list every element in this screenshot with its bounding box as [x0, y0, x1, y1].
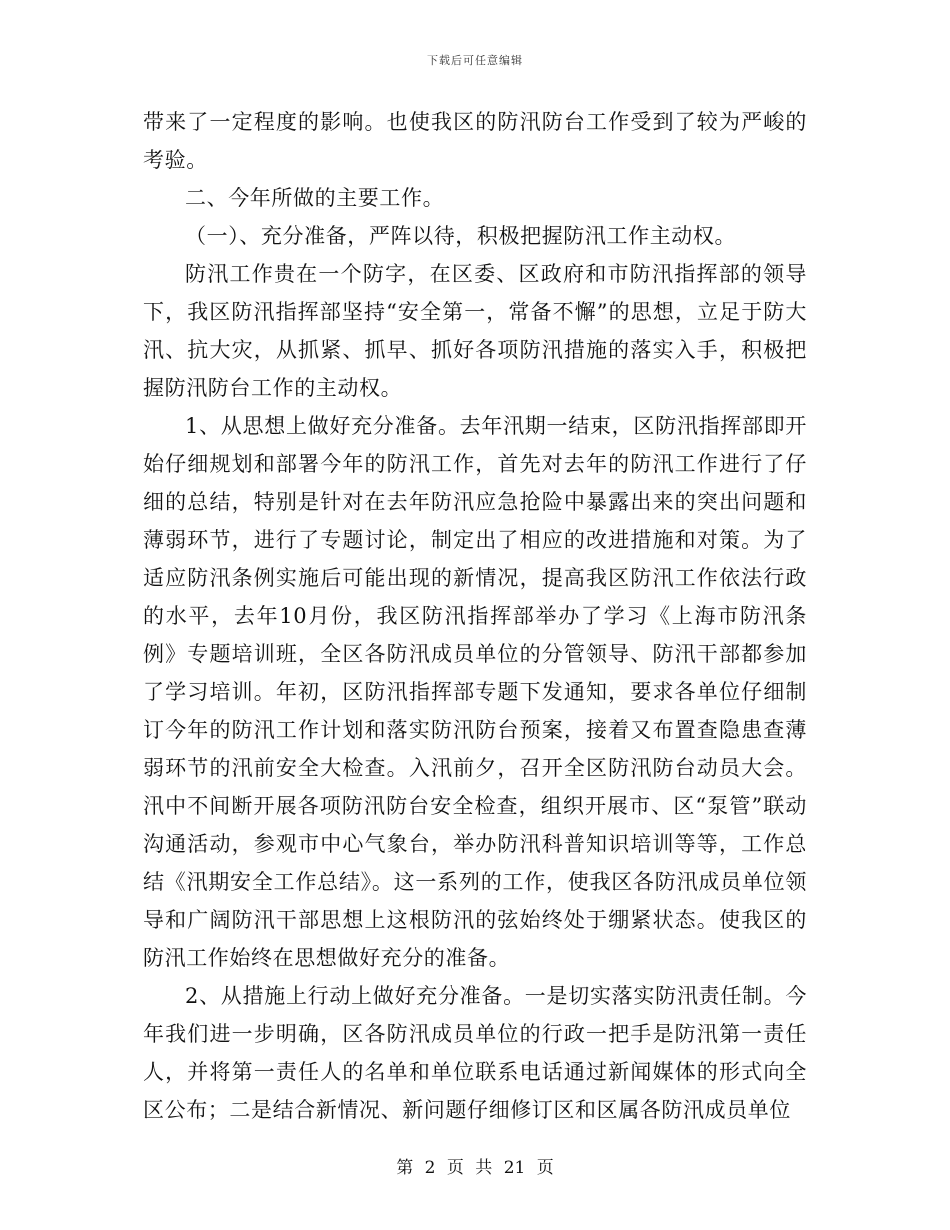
paragraph: 1、从思想上做好充分准备。去年汛期一结束，区防汛指挥部即开始仔细规划和部署今年的防汛工作，首先对去年的防汛工作进行了仔细的总结，特别是针对在去年防汛应急抢险中暴露出来的突出问题和薄弱环节，进行了专题讨论，制定出了相应的改进措施和对策。为了适应防汛条例实施后可能出现的新情况，提高我区防汛工作依法行政的水平，去年10月份，我区防汛指挥部举办了学习《上海市防汛条例》专题培训班，全区各防汛成员单位的分管领导、防汛干部都参加了学习培训。年初，区防汛指挥部专题下发通知，要求各单位仔细制订今年的防汛工作计划和落实防汛防台预案，接着又布置查隐患查薄弱环节的汛前安全大检查。入汛前夕，召开全区防汛防台动员大会。汛中不间断开展各项防汛防台安全检查，组织开展市、区“泵管”联动沟通活动，参观市中心气象台，举办防汛科普知识培训等等，工作总结《汛期安全工作总结》。这一系列的工作，使我区各防汛成员单位领导和广阔防汛干部思想上这根防汛的弦始终处于绷紧状态。使我区的防汛工作始终在思想做好充分的准备。: [143, 414, 807, 970]
paragraph: 带来了一定程度的影响。也使我区的防汛防台工作受到了较为严峻的考验。: [143, 110, 807, 172]
document-body: [143, 103, 807, 1129]
page-number-footer: 第 2 页 共 21 页: [396, 1158, 554, 1178]
paragraph: 2、从措施上行动上做好充分准备。一是切实落实防汛责任制。今年我们进一步明确，区各防汛成员单位的行政一把手是防汛第一责任人，并将第一责任人的名单和单位联系电话通过新闻媒体的形式向全区公布；二是结合新情况、新问题仔细修订区和区属各防汛成员单位: [143, 984, 807, 1122]
paragraph: 防汛工作贵在一个防字，在区委、区政府和市防汛指挥部的领导下，我区防汛指挥部坚持“安全第一，常备不懈”的思想，立足于防大汛、抗大灾，从抓紧、抓早、抓好各项防汛措施的落实入手，积极把握防汛防台工作的主动权。: [143, 262, 807, 400]
page-header: 下载后可任意编辑: [427, 54, 523, 67]
section-heading: 二、今年所做的主要工作。: [185, 186, 445, 210]
subsection-heading: （一）、充分准备，严阵以待，积极把握防汛工作主动权。: [185, 224, 737, 248]
